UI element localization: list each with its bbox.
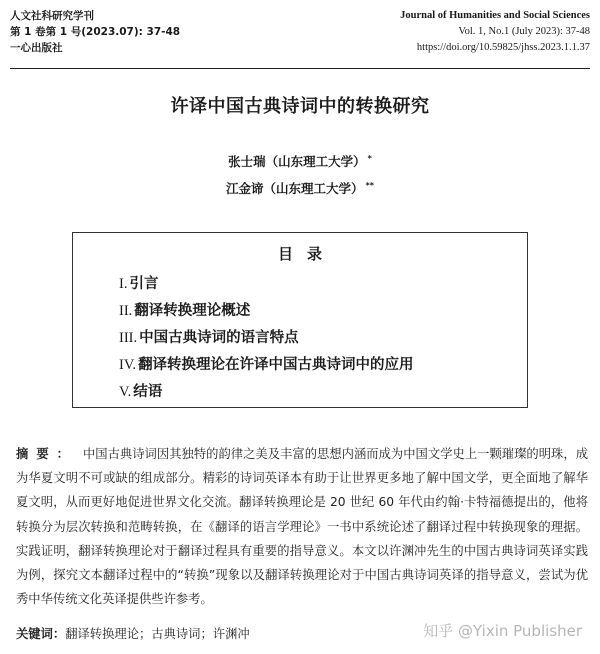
toc-list <box>119 271 414 406</box>
keywords-label: 关键词： <box>16 627 66 641</box>
toc-item-1[interactable] <box>119 271 414 298</box>
author-1 <box>0 152 600 170</box>
keywords <box>16 624 250 644</box>
doi-link[interactable]: https://doi.org/10.59825/jhss.2023.1.1.37 <box>416 42 590 53</box>
toc-item-4[interactable] <box>119 352 414 379</box>
toc-item-label: 引言 <box>129 276 159 292</box>
abstract <box>16 442 588 611</box>
paper-title: 许译中国古典诗词中的转换研究 <box>170 96 430 117</box>
abstract-label: 摘要： <box>16 447 77 461</box>
journal-name-en: Journal of Humanities and Social Sciences <box>400 10 590 21</box>
header-right <box>400 8 590 56</box>
journal-header <box>10 8 590 64</box>
toc-item-number: I. <box>119 276 128 292</box>
publisher-name: 一心出版社 <box>10 42 63 54</box>
abstract-text: 中国古典诗词因其独特的韵律之美及丰富的思想内涵而成为中国文学史上一颗璀璨的明珠，成为华夏文明不可或缺的组成部分。精彩的诗词英译本有助于让世界更多地了解中国文学，更全面地了解华夏文明，从而更好地促进世界文化交流。翻译转换理论是 20 世纪 60 年代由约翰·卡特福德提出的，他将转换分为层次转换和范畴转换，在《翻译的语言学理论》一书中系统论述了翻译过程中转换现象的理据。实践证明，翻译转换理论对于翻译过程具有重要的指导意义。本文以许渊冲先生的中国古典诗词英译实践为例，探究文本翻译过程中的“转换”现象以及翻译转换理论对于中国古典诗词英译的指导意义，尝试为优秀中华传统文化英译提供些许参考。 <box>16 447 588 607</box>
toc-item-number: IV. <box>119 357 137 373</box>
toc-item-label: 翻译转换理论在许译中国古典诗词中的应用 <box>138 357 414 373</box>
journal-name-zh: 人文社科研究学刊 <box>10 10 94 22</box>
author-1-name: 张士瑞（山东理工大学） <box>228 154 366 169</box>
toc-item-number: III. <box>119 330 138 346</box>
header-left <box>10 8 180 56</box>
toc-item-number: V. <box>119 384 132 400</box>
keywords-text: 翻译转换理论；古典诗词；许渊冲 <box>65 627 250 641</box>
toc-item-label: 结语 <box>133 384 163 400</box>
toc-heading: 目录 <box>277 245 336 263</box>
watermark: 知乎 @Yixin Publisher <box>423 622 582 640</box>
author-2 <box>0 179 600 197</box>
toc-item-label: 翻译转换理论概述 <box>134 303 251 319</box>
issue-info-en: Vol. 1, No.1 (July 2023): 37-48 <box>458 26 590 37</box>
author-1-mark: * <box>367 153 372 163</box>
toc-item-3[interactable] <box>119 325 414 352</box>
table-of-contents <box>72 232 528 408</box>
toc-item-2[interactable] <box>119 298 414 325</box>
toc-item-number: II. <box>119 303 133 319</box>
author-2-name: 江金谛（山东理工大学） <box>226 181 364 196</box>
author-2-mark: ** <box>365 180 374 190</box>
toc-item-5[interactable] <box>119 379 414 406</box>
toc-item-label: 中国古典诗词的语言特点 <box>139 330 299 346</box>
header-rule <box>10 68 590 69</box>
issue-info-zh: 第 1 卷第 1 号(2023.07): 37-48 <box>10 26 181 38</box>
